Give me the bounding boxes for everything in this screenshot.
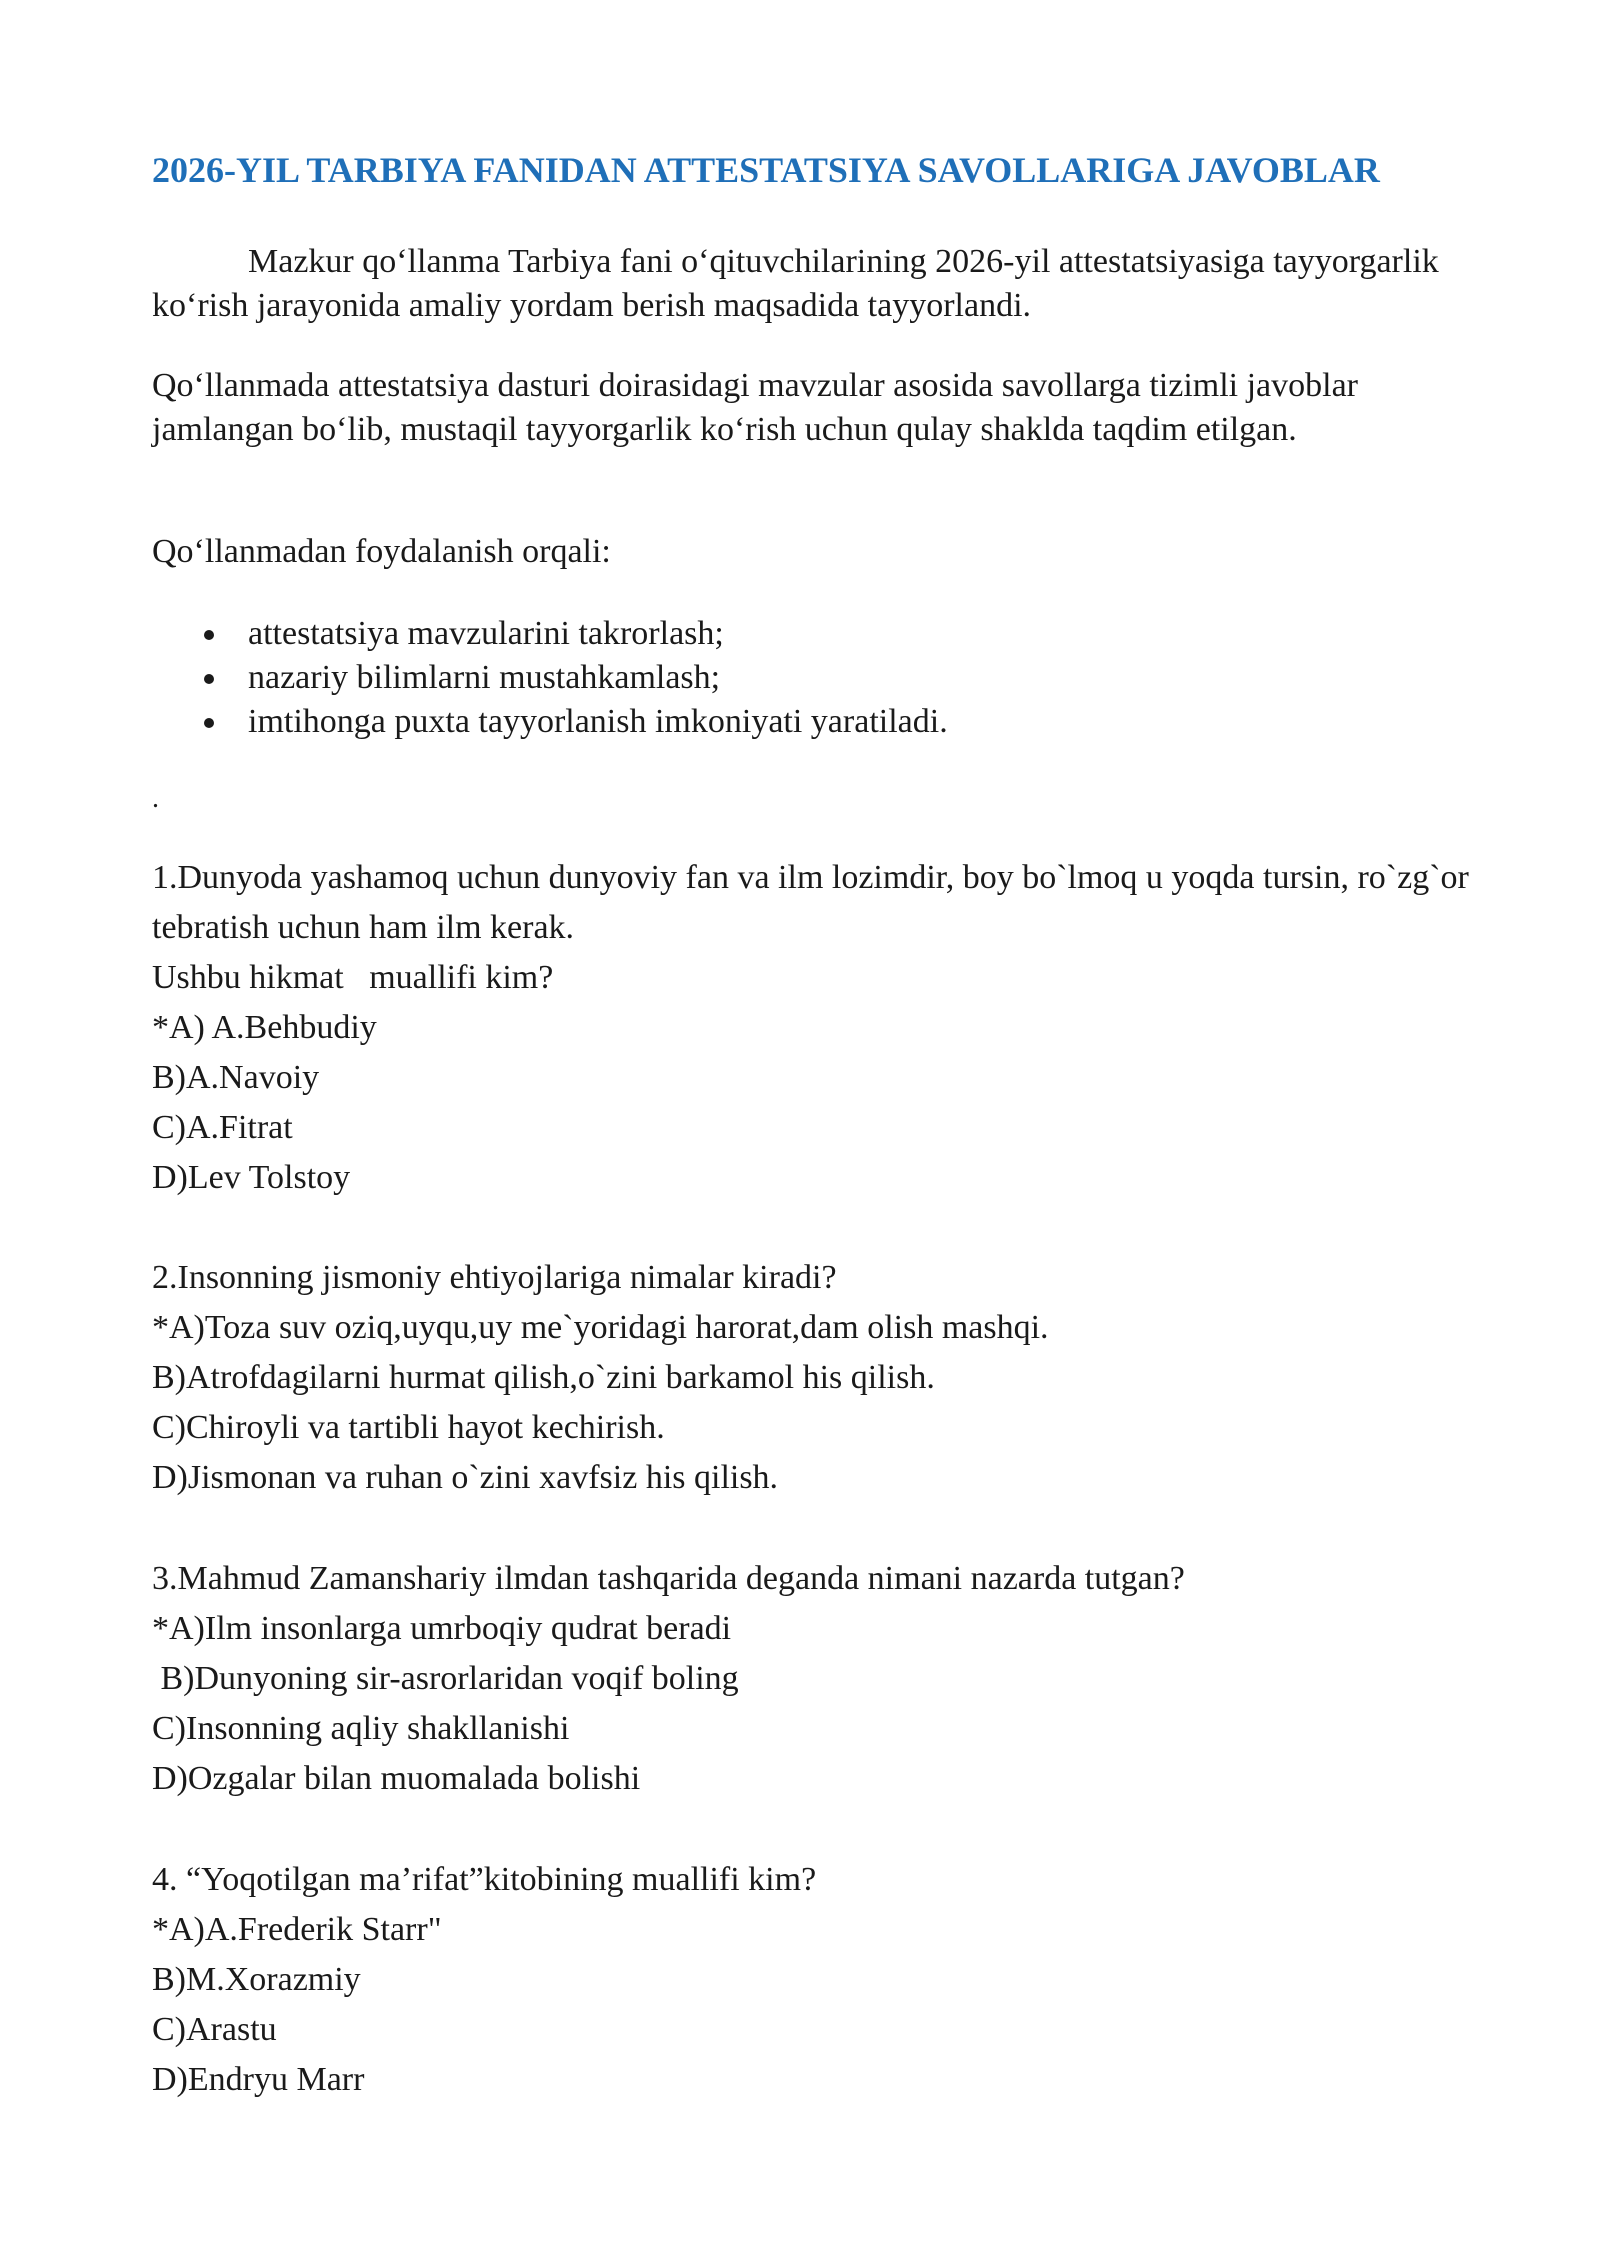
question-3 [152, 1554, 1492, 1804]
answer-option: *A)A.Frederik Starr" [152, 1911, 442, 1948]
separator-dot: . [152, 783, 159, 814]
benefits-list-item: attestatsiya mavzularini takrorlash; [152, 612, 948, 656]
intro-paragraph-1-text: Mazkur qo‘llanma Tarbiya fani o‘qituvchilarining 2026-yil attestatsiyasiga tayyorgarlik ko‘rish jarayonida amaliy yordam berish maqsadida tayyorlandi. [152, 243, 1439, 324]
document-title: 2026-YIL TARBIYA FANIDAN ATTESTATSIYA SAVOLLARIGA JAVOBLAR [152, 150, 1380, 190]
answer-option: B)M.Xorazmiy [152, 1961, 361, 1998]
question-subtext: Ushbu hikmat muallifi kim? [152, 959, 554, 996]
bullet-icon [204, 718, 214, 728]
answer-option: C)Chiroyli va tartibli hayot kechirish. [152, 1409, 665, 1446]
answer-option: C)Insonning aqliy shakllanishi [152, 1710, 570, 1747]
intro-paragraph-2: Qo‘llanmada attestatsiya dasturi doirasidagi mavzular asosida savollarga tizimli javoblar jamlangan bo‘lib, mustaqil tayyorgarlik ko‘rish uchun qulay shaklda taqdim etilgan. [152, 367, 1359, 448]
answer-option: B)A.Navoiy [152, 1059, 320, 1096]
answer-option: D)Jismonan va ruhan o`zini xavfsiz his qilish. [152, 1459, 779, 1496]
answer-option: D)Ozgalar bilan muomalada bolishi [152, 1760, 641, 1797]
intro-paragraph-3: Qo‘llanmadan foydalanish orqali: [152, 533, 611, 570]
answer-option: B)Dunyoning sir-asrorlaridan voqif boling [152, 1660, 739, 1697]
answer-option: *A)Toza suv oziq,uyqu,uy me`yoridagi harorat,dam olish mashqi. [152, 1309, 1049, 1346]
benefits-list-item: nazariy bilimlarni mustahkamlash; [152, 656, 948, 700]
question-text: 2.Insonning jismoniy ehtiyojlariga nimalar kiradi? [152, 1259, 837, 1296]
intro-paragraph-1 [152, 240, 1492, 328]
answer-option: *A) A.Behbudiy [152, 1009, 377, 1046]
benefits-list [152, 612, 948, 744]
bullet-icon [204, 674, 214, 684]
question-text: 3.Mahmud Zamanshariy ilmdan tashqarida deganda nimani nazarda tutgan? [152, 1560, 1185, 1597]
benefits-list-item: imtihonga puxta tayyorlanish imkoniyati yaratiladi. [152, 700, 948, 744]
answer-option: C)Arastu [152, 2011, 277, 2048]
question-2 [152, 1253, 1492, 1503]
question-text: 1.Dunyoda yashamoq uchun dunyoviy fan va ilm lozimdir, boy bo`lmoq u yoqda tursin, ro`zg`or tebratish uchun ham ilm kerak. [152, 859, 1469, 946]
answer-option: D)Lev Tolstoy [152, 1159, 351, 1196]
answer-option: *A)Ilm insonlarga umrboqiy qudrat beradi [152, 1610, 732, 1647]
answer-option: D)Endryu Marr [152, 2061, 365, 2098]
question-4 [152, 1855, 1492, 2105]
answer-option: C)A.Fitrat [152, 1109, 293, 1146]
bullet-icon [204, 630, 214, 640]
question-text: 4. “Yoqotilgan ma’rifat”kitobining muallifi kim? [152, 1861, 817, 1898]
question-1 [152, 853, 1492, 1203]
answer-option: B)Atrofdagilarni hurmat qilish,o`zini barkamol his qilish. [152, 1359, 935, 1396]
